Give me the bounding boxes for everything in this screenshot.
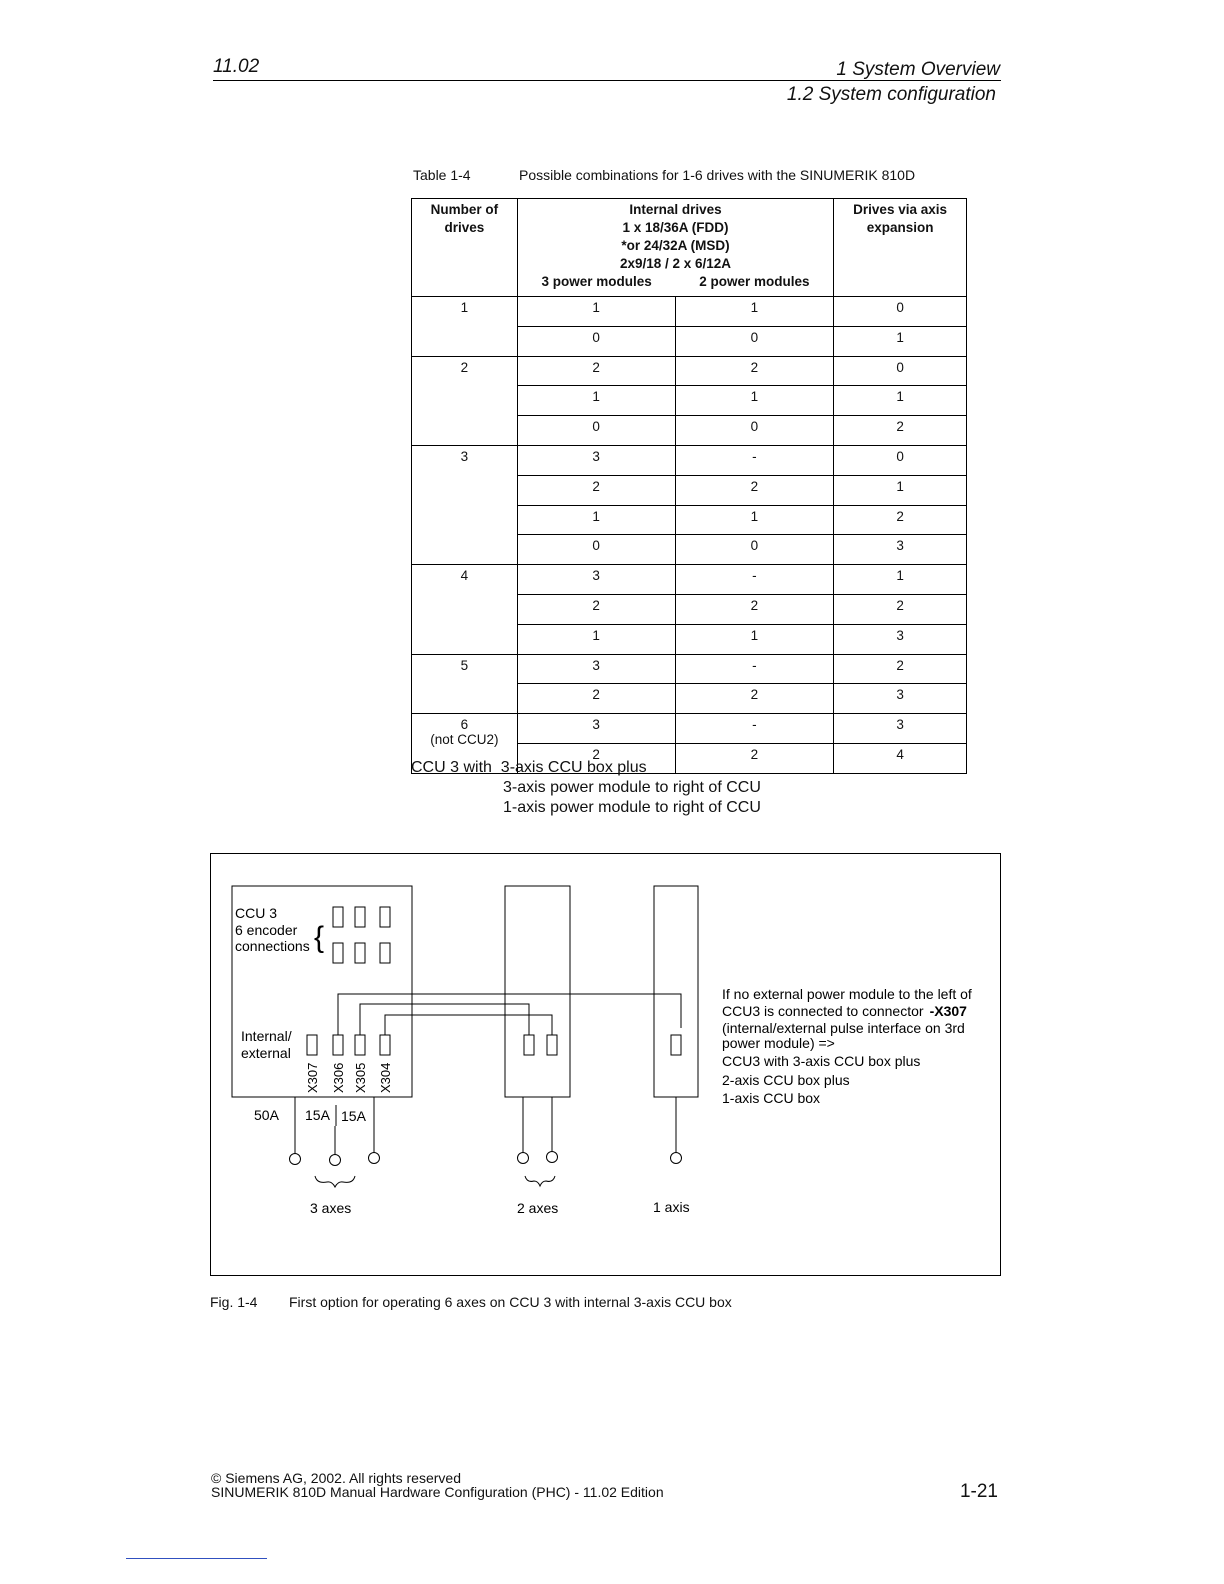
header-2-power-modules: 2 power modules <box>699 274 810 289</box>
table-body <box>412 297 967 774</box>
cell-axis-expansion: 0 <box>834 445 967 475</box>
cell-number-of-drives <box>412 297 518 357</box>
cell-2-power-modules: 2 <box>675 684 834 714</box>
cell-3-power-modules: 3 <box>517 445 675 475</box>
cell-axis-expansion: 3 <box>834 684 967 714</box>
cell-3-power-modules: 1 <box>517 386 675 416</box>
cell-number-of-drives <box>412 654 518 714</box>
header-drives-line1: Number of <box>430 202 499 217</box>
cell-axis-expansion: 4 <box>834 743 967 773</box>
cell-2-power-modules: - <box>675 654 834 684</box>
table-caption-text: Possible combinations for 1-6 drives with the SINUMERIK 810D <box>519 167 916 183</box>
figure-number: Fig. 1-4 <box>210 1294 258 1310</box>
current-label: 15A <box>341 1108 366 1124</box>
module-connector <box>671 1035 681 1055</box>
connector-x307-ref: -X307 <box>929 1003 967 1019</box>
cell-3-power-modules: 0 <box>517 416 675 446</box>
cell-2-power-modules: 1 <box>675 297 834 327</box>
header-3-power-modules: 3 power modules <box>541 274 652 289</box>
cell-2-power-modules: 2 <box>675 743 834 773</box>
axes-label: 2 axes <box>517 1200 559 1216</box>
encoder-connector <box>355 943 365 963</box>
cell-3-power-modules: 1 <box>517 505 675 535</box>
connector-x304 <box>380 1035 390 1055</box>
cell-axis-expansion: 0 <box>834 297 967 327</box>
connector-label: X305 <box>353 1062 368 1093</box>
cell-number-of-drives <box>412 565 518 654</box>
cell-2-power-modules: 2 <box>675 475 834 505</box>
cell-3-power-modules: 1 <box>517 624 675 654</box>
cell-3-power-modules: 3 <box>517 714 675 744</box>
cell-3-power-modules: 0 <box>517 535 675 565</box>
drives-value: 3 <box>460 448 469 464</box>
cell-2-power-modules: 0 <box>675 535 834 565</box>
header-axis-line1: Drives via axis <box>853 202 947 217</box>
page-number: 1-21 <box>959 1481 998 1502</box>
cell-3-power-modules: 2 <box>517 356 675 386</box>
header-axis-line2: expansion <box>866 220 934 235</box>
figure-caption-text: First option for operating 6 axes on CCU 3 with internal 3-axis CCU box <box>289 1294 732 1310</box>
power-module-2-axis <box>505 886 570 1097</box>
figure-note-line: 1-axis CCU box <box>722 1090 821 1106</box>
brace-icon: { <box>314 921 325 954</box>
cell-axis-expansion: 2 <box>834 416 967 446</box>
figure-note-line: 2-axis CCU box plus <box>722 1072 850 1088</box>
ccu-label: 6 encoder <box>235 922 298 938</box>
encoder-connector <box>333 943 343 963</box>
ccu-note-line: 1-axis power module to right of CCU <box>503 799 761 816</box>
cell-3-power-modules: 0 <box>517 326 675 356</box>
axis-terminal <box>547 1152 558 1163</box>
current-label: 50A <box>254 1107 279 1123</box>
cell-2-power-modules: 2 <box>675 594 834 624</box>
underbrace-icon <box>315 1176 355 1187</box>
cell-3-power-modules: 2 <box>517 594 675 624</box>
cell-3-power-modules: 2 <box>517 684 675 714</box>
cell-axis-expansion: 3 <box>834 624 967 654</box>
cell-3-power-modules: 3 <box>517 565 675 595</box>
header-date: 11.02 <box>213 56 260 77</box>
current-label: 15A <box>305 1107 330 1123</box>
cell-axis-expansion: 1 <box>834 386 967 416</box>
figure-note-text: CCU3 is connected to connector <box>722 1003 924 1019</box>
figure-note-line: CCU3 with 3-axis CCU box plus <box>722 1053 921 1069</box>
cell-axis-expansion: 0 <box>834 356 967 386</box>
axes-label: 3 axes <box>310 1200 352 1216</box>
figure-note-line: If no external power module to the left of <box>722 986 972 1002</box>
figure-caption <box>210 1294 732 1310</box>
axis-terminal <box>369 1153 380 1164</box>
cell-3-power-modules: 1 <box>517 297 675 327</box>
encoder-connector <box>355 907 365 927</box>
cell-axis-expansion: 2 <box>834 505 967 535</box>
connector-label: X306 <box>331 1062 346 1093</box>
encoder-connector <box>380 907 390 927</box>
header-section: 1.2 System configuration <box>786 84 996 105</box>
table-row <box>412 356 967 386</box>
power-module-1-axis <box>654 886 698 1097</box>
table-row <box>412 445 967 475</box>
cell-axis-expansion: 1 <box>834 565 967 595</box>
ccu-label: CCU 3 <box>235 905 278 921</box>
cell-3-power-modules: 2 <box>517 475 675 505</box>
encoder-connector <box>380 943 390 963</box>
ccu-note-line: 3-axis power module to right of CCU <box>503 779 761 796</box>
axis-terminal <box>290 1154 301 1165</box>
figure-frame <box>210 853 1001 1276</box>
internal-label: Internal/ <box>241 1028 292 1044</box>
cell-number-of-drives <box>412 445 518 564</box>
cell-axis-expansion: 1 <box>834 326 967 356</box>
table-row <box>412 565 967 595</box>
cell-2-power-modules: - <box>675 565 834 595</box>
axis-terminal <box>671 1153 682 1164</box>
ccu-label: connections <box>235 938 310 954</box>
ccu-note-prefix: CCU 3 with <box>411 759 492 776</box>
cell-2-power-modules: 1 <box>675 386 834 416</box>
cell-axis-expansion: 3 <box>834 714 967 744</box>
ccu-note-line: 3-axis CCU box plus <box>500 759 647 776</box>
figure-note-line: power module) => <box>722 1035 835 1051</box>
axis-terminal <box>518 1153 529 1164</box>
axis-terminal <box>330 1155 341 1166</box>
cell-2-power-modules: - <box>675 714 834 744</box>
connector-x307 <box>307 1035 317 1055</box>
connector-label: X307 <box>305 1062 320 1093</box>
connector-x305 <box>355 1035 365 1055</box>
cell-axis-expansion: 3 <box>834 535 967 565</box>
underbrace-icon <box>525 1176 555 1186</box>
table-caption <box>413 167 916 183</box>
header-internal-line1: Internal drives <box>629 202 722 217</box>
drives-value: 4 <box>460 568 469 584</box>
header-internal-line4: 2x9/18 / 2 x 6/12A <box>619 256 732 271</box>
header-rule <box>213 80 1001 81</box>
cell-axis-expansion: 2 <box>834 654 967 684</box>
table-number: Table 1-4 <box>413 167 471 183</box>
wiring-diagram <box>211 854 1000 1275</box>
cell-2-power-modules: 2 <box>675 356 834 386</box>
header-internal-drives <box>517 199 833 297</box>
encoder-connector <box>333 907 343 927</box>
figure-note-line: (internal/external pulse interface on 3rd <box>722 1020 965 1036</box>
footer-manual: SINUMERIK 810D Manual Hardware Configuration (PHC) - 11.02 Edition <box>211 1484 664 1500</box>
module-connector <box>547 1035 557 1055</box>
drives-value: 1 <box>460 300 469 315</box>
cell-2-power-modules: 0 <box>675 416 834 446</box>
table-row <box>412 297 967 327</box>
bottom-link-line <box>126 1558 267 1559</box>
drives-value: 5 <box>460 657 469 673</box>
drives-note: (not CCU2) <box>430 732 499 748</box>
table-row <box>412 654 967 684</box>
cell-2-power-modules: - <box>675 445 834 475</box>
connector-x306 <box>333 1035 343 1055</box>
cell-axis-expansion: 1 <box>834 475 967 505</box>
module-connector <box>524 1035 534 1055</box>
drives-value: 2 <box>460 359 469 375</box>
footer-copyright: © Siemens AG, 2002. All rights reserved <box>211 1470 461 1486</box>
connector-label: X304 <box>378 1062 393 1093</box>
header-axis-expansion <box>834 199 967 297</box>
cell-2-power-modules: 1 <box>675 624 834 654</box>
header-drives-line2: drives <box>444 220 485 235</box>
cell-number-of-drives <box>412 356 518 445</box>
cell-3-power-modules: 3 <box>517 654 675 684</box>
header-internal-line2: 1 x 18/36A (FDD) <box>622 220 729 235</box>
table-row <box>412 714 967 744</box>
combinations-table <box>411 198 967 774</box>
internal-label: external <box>241 1045 291 1061</box>
figure-note-line <box>722 1003 967 1019</box>
header-chapter: 1 System Overview <box>836 59 1000 80</box>
cell-3-power-modules: 2 <box>517 743 675 773</box>
cell-axis-expansion: 2 <box>834 594 967 624</box>
cell-2-power-modules: 1 <box>675 505 834 535</box>
signal-line <box>385 1015 552 1035</box>
axes-label: 1 axis <box>653 1199 690 1215</box>
drives-value: 6 <box>460 717 469 733</box>
header-internal-line3: *or 24/32A (MSD) <box>621 238 730 253</box>
ccu-note <box>411 758 761 818</box>
header-number-of-drives <box>412 199 518 297</box>
cell-2-power-modules: 0 <box>675 326 834 356</box>
